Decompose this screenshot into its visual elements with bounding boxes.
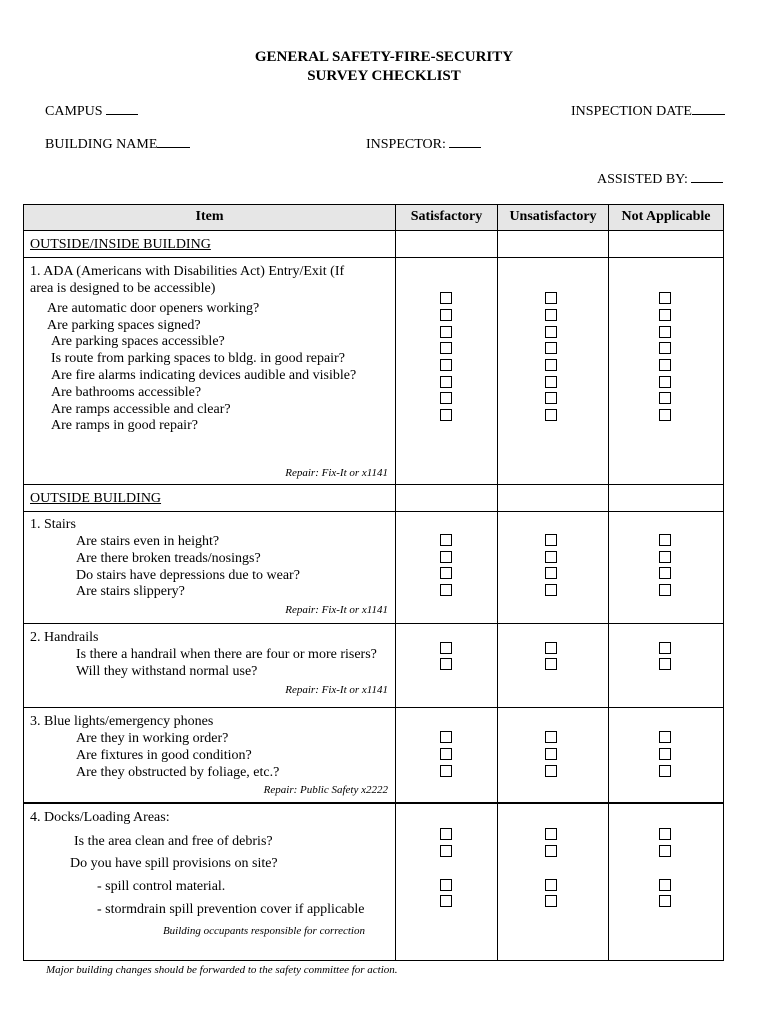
- document-title: GENERAL SAFETY-FIRE-SECURITY: [254, 49, 514, 65]
- campus-label: CAMPUS: [45, 104, 103, 119]
- checkbox-not-applicable[interactable]: [659, 748, 671, 760]
- row-divider: [23, 802, 724, 804]
- checkbox-not-applicable[interactable]: [659, 342, 671, 354]
- bluelights-repair-note: Repair: Public Safety x2222: [263, 784, 388, 796]
- checkbox-satisfactory[interactable]: [440, 392, 452, 404]
- checkbox-unsatisfactory[interactable]: [545, 292, 557, 304]
- checkbox-satisfactory[interactable]: [440, 292, 452, 304]
- ada-heading-cont: area is designed to be accessible): [30, 281, 216, 296]
- checkbox-not-applicable[interactable]: [659, 731, 671, 743]
- stairs-question: Are stairs even in height?: [76, 534, 220, 549]
- checkbox-not-applicable[interactable]: [659, 642, 671, 654]
- column-divider: [395, 204, 396, 961]
- ada-question: Is route from parking spaces to bldg. in good repair?: [51, 351, 345, 366]
- row-divider: [23, 623, 724, 624]
- docks-heading: 4. Docks/Loading Areas:: [30, 810, 170, 825]
- checkbox-not-applicable[interactable]: [659, 392, 671, 404]
- column-header-unsatisfactory: Unsatisfactory: [509, 209, 597, 224]
- checkbox-satisfactory[interactable]: [440, 748, 452, 760]
- inspector-label: INSPECTOR:: [366, 137, 446, 152]
- bluelights-question: Are they in working order?: [76, 731, 229, 746]
- checkbox-unsatisfactory[interactable]: [545, 658, 557, 670]
- checkbox-unsatisfactory[interactable]: [545, 642, 557, 654]
- row-divider: [23, 511, 724, 512]
- checkbox-not-applicable[interactable]: [659, 895, 671, 907]
- checkbox-not-applicable[interactable]: [659, 567, 671, 579]
- ada-question: Are fire alarms indicating devices audible and visible?: [51, 368, 357, 383]
- checkbox-unsatisfactory[interactable]: [545, 376, 557, 388]
- checkbox-satisfactory[interactable]: [440, 342, 452, 354]
- ada-question: Are bathrooms accessible?: [51, 385, 202, 400]
- checkbox-not-applicable[interactable]: [659, 376, 671, 388]
- handrails-repair-note: Repair: Fix-It or x1141: [285, 684, 388, 696]
- docks-question: Is the area clean and free of debris?: [74, 834, 273, 849]
- ada-question: Are ramps accessible and clear?: [51, 402, 231, 417]
- building-name-blank[interactable]: [157, 135, 190, 148]
- bluelights-question: Are fixtures in good condition?: [76, 748, 252, 763]
- docks-responsibility-note: Building occupants responsible for correction: [162, 925, 365, 937]
- checkbox-unsatisfactory[interactable]: [545, 309, 557, 321]
- stairs-question: Do stairs have depressions due to wear?: [76, 568, 300, 583]
- table-border-bottom: [23, 960, 724, 961]
- checkbox-satisfactory[interactable]: [440, 567, 452, 579]
- checkbox-unsatisfactory[interactable]: [545, 845, 557, 857]
- checkbox-satisfactory[interactable]: [440, 584, 452, 596]
- checkbox-satisfactory[interactable]: [440, 828, 452, 840]
- checkbox-satisfactory[interactable]: [440, 845, 452, 857]
- checkbox-satisfactory[interactable]: [440, 895, 452, 907]
- checkbox-satisfactory[interactable]: [440, 309, 452, 321]
- stairs-question: Are there broken treads/nosings?: [76, 551, 261, 566]
- ada-repair-note: Repair: Fix-It or x1141: [285, 467, 388, 479]
- checkbox-not-applicable[interactable]: [659, 309, 671, 321]
- stairs-repair-note: Repair: Fix-It or x1141: [285, 604, 388, 616]
- column-header-satisfactory: Satisfactory: [410, 209, 483, 224]
- bluelights-heading: 3. Blue lights/emergency phones: [30, 714, 214, 729]
- checkbox-satisfactory[interactable]: [440, 376, 452, 388]
- checkbox-unsatisfactory[interactable]: [545, 895, 557, 907]
- row-divider: [23, 707, 724, 708]
- inspection-date-field: [571, 102, 725, 120]
- stairs-heading: 1. Stairs: [30, 517, 76, 532]
- inspector-field: [366, 135, 481, 153]
- table-border-left: [23, 204, 24, 961]
- checkbox-not-applicable[interactable]: [659, 359, 671, 371]
- checkbox-satisfactory[interactable]: [440, 551, 452, 563]
- assisted-by-field: [597, 170, 723, 188]
- checkbox-not-applicable[interactable]: [659, 534, 671, 546]
- checkbox-unsatisfactory[interactable]: [545, 879, 557, 891]
- row-divider: [23, 484, 724, 485]
- column-header-not-applicable: Not Applicable: [621, 209, 711, 224]
- checkbox-unsatisfactory[interactable]: [545, 342, 557, 354]
- inspector-blank[interactable]: [449, 135, 481, 148]
- checkbox-not-applicable[interactable]: [659, 845, 671, 857]
- column-header-item: Item: [195, 209, 224, 224]
- checkbox-not-applicable[interactable]: [659, 551, 671, 563]
- building-name-label: BUILDING NAME: [45, 137, 158, 152]
- checkbox-unsatisfactory[interactable]: [545, 551, 557, 563]
- checkbox-unsatisfactory[interactable]: [545, 765, 557, 777]
- assisted-by-blank[interactable]: [691, 170, 723, 183]
- checkbox-not-applicable[interactable]: [659, 879, 671, 891]
- checkbox-not-applicable[interactable]: [659, 326, 671, 338]
- checkbox-unsatisfactory[interactable]: [545, 359, 557, 371]
- column-divider: [497, 204, 498, 961]
- docks-question: - stormdrain spill prevention cover if applicable: [97, 902, 365, 917]
- checkbox-not-applicable[interactable]: [659, 292, 671, 304]
- campus-field: [45, 102, 138, 120]
- checkbox-unsatisfactory[interactable]: [545, 567, 557, 579]
- checkbox-satisfactory[interactable]: [440, 534, 452, 546]
- section-heading-outside: OUTSIDE BUILDING: [30, 491, 162, 506]
- ada-question: Are ramps in good repair?: [51, 418, 198, 433]
- checkbox-not-applicable[interactable]: [659, 765, 671, 777]
- checkbox-unsatisfactory[interactable]: [545, 828, 557, 840]
- docks-question: Do you have spill provisions on site?: [70, 856, 278, 871]
- inspection-date-blank[interactable]: [692, 102, 725, 115]
- checkbox-unsatisfactory[interactable]: [545, 392, 557, 404]
- checkbox-satisfactory[interactable]: [440, 409, 452, 421]
- checkbox-not-applicable[interactable]: [659, 828, 671, 840]
- checkbox-unsatisfactory[interactable]: [545, 731, 557, 743]
- checkbox-satisfactory[interactable]: [440, 731, 452, 743]
- checkbox-satisfactory[interactable]: [440, 658, 452, 670]
- handrails-question: Is there a handrail when there are four or more risers?: [76, 647, 377, 662]
- row-divider: [23, 230, 724, 231]
- handrails-question: Will they withstand normal use?: [76, 664, 258, 679]
- checkbox-unsatisfactory[interactable]: [545, 534, 557, 546]
- ada-question: Are parking spaces signed?: [47, 318, 201, 333]
- checkbox-not-applicable[interactable]: [659, 658, 671, 670]
- ada-heading: 1. ADA (Americans with Disabilities Act) Entry/Exit (If: [30, 264, 345, 279]
- campus-blank[interactable]: [106, 102, 138, 115]
- docks-question: - spill control material.: [97, 879, 226, 894]
- column-divider: [608, 204, 609, 961]
- stairs-question: Are stairs slippery?: [76, 584, 185, 599]
- checkbox-not-applicable[interactable]: [659, 584, 671, 596]
- handrails-heading: 2. Handrails: [30, 630, 99, 645]
- checkbox-satisfactory[interactable]: [440, 879, 452, 891]
- row-divider: [23, 257, 724, 258]
- bluelights-question: Are they obstructed by foliage, etc.?: [76, 765, 280, 780]
- checkbox-satisfactory[interactable]: [440, 326, 452, 338]
- checkbox-satisfactory[interactable]: [440, 359, 452, 371]
- checkbox-unsatisfactory[interactable]: [545, 584, 557, 596]
- building-name-field: [45, 135, 190, 153]
- checkbox-satisfactory[interactable]: [440, 642, 452, 654]
- checkbox-unsatisfactory[interactable]: [545, 748, 557, 760]
- checkbox-satisfactory[interactable]: [440, 765, 452, 777]
- table-border-right: [723, 204, 724, 961]
- section-heading-outside-inside: OUTSIDE/INSIDE BUILDING: [30, 237, 211, 252]
- footer-note: Major building changes should be forwarded to the safety committee for action.: [46, 964, 398, 976]
- checkbox-not-applicable[interactable]: [659, 409, 671, 421]
- checkbox-unsatisfactory[interactable]: [545, 326, 557, 338]
- assisted-by-label: ASSISTED BY:: [597, 172, 688, 187]
- inspection-date-label: INSPECTION DATE: [571, 104, 692, 119]
- document-subtitle: SURVEY CHECKLIST: [307, 68, 461, 84]
- ada-question: Are automatic door openers working?: [47, 301, 260, 316]
- ada-question: Are parking spaces accessible?: [51, 334, 225, 349]
- checkbox-unsatisfactory[interactable]: [545, 409, 557, 421]
